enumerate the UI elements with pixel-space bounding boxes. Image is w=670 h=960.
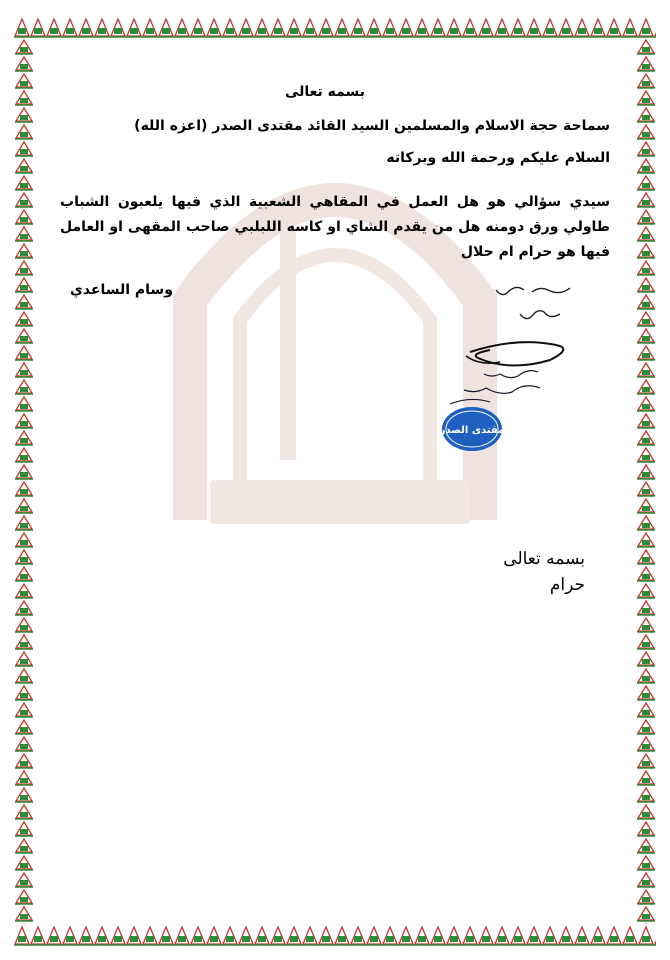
addressee-line: سماحة حجة الاسلام والمسلمين السيد القائد مقتدى الصدر (اعزه الله)	[134, 118, 610, 134]
blue-seal	[440, 404, 504, 454]
reply-transcription	[503, 546, 585, 598]
reply-ruling: حرام	[549, 575, 585, 595]
bismihi-heading: بسمه تعالى	[284, 84, 366, 100]
decorative-border-right	[636, 38, 656, 924]
sender-name: وسام الساعدي	[70, 282, 173, 298]
seal-text: مقتدى الصدر	[440, 425, 504, 436]
decorative-border-bottom	[14, 924, 656, 946]
reply-bismihi: بسمه تعالى	[503, 549, 585, 569]
greeting-line: السلام عليكم ورحمة الله وبركاته	[386, 150, 610, 166]
decorative-border-left	[14, 38, 34, 924]
decorative-border-top	[14, 16, 656, 38]
question-paragraph: سيدي سؤالي هو هل العمل في المقاهي الشعبية الذي فيها يلعبون الشباب طاولي ورق دومنه هل من يقدم الشاي او كاسه اللبلبي صاحب المقهى او العامل فيها هو حرام ام حلال	[60, 194, 610, 260]
